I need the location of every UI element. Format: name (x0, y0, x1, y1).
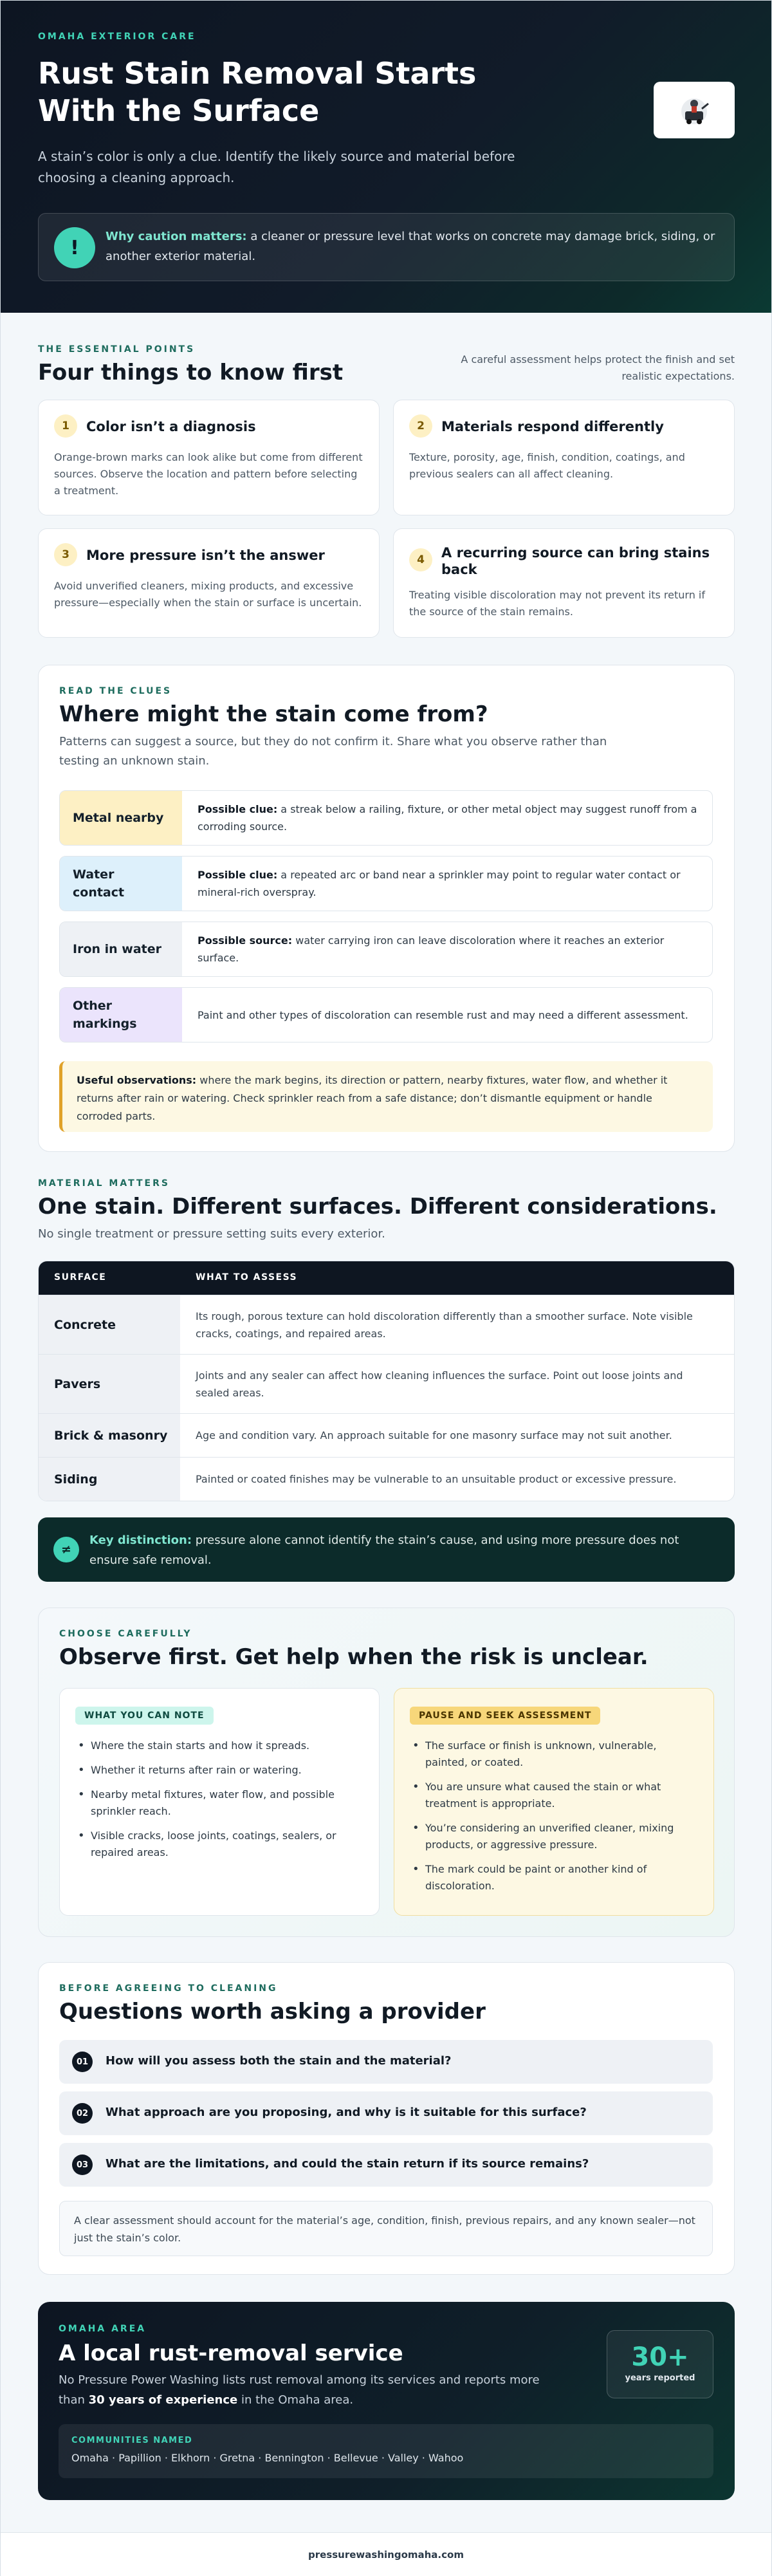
surface-name: Siding (39, 1458, 180, 1501)
key-text (89, 1530, 707, 1570)
caution-body: a cleaner or pressure level that works on concrete may damage brick, siding, or another exterior material. (106, 230, 715, 263)
years-badge (607, 2330, 713, 2398)
clue-text: water carrying iron can leave discoloration where it reaches an exterior surface. (198, 934, 665, 964)
years-label: years reported (625, 2373, 695, 2383)
clue-tag: Metal nearby (60, 791, 182, 845)
key-distinction (38, 1517, 735, 1582)
observe-title: Observe first. Get help when the risk is unclear. (59, 1644, 648, 1670)
card-number: 3 (54, 543, 77, 566)
communities-box (59, 2424, 713, 2478)
card-text: Avoid unverified cleaners, mixing products, and excessive pressure—especially when the stain or surface is uncertain. (54, 580, 362, 609)
local-text-bold: 30 years of experience (88, 2393, 238, 2407)
note-list (75, 1737, 363, 1861)
card-text: Texture, porosity, age, finish, condition, coatings, and previous sealers can all affect cleaning. (409, 451, 685, 480)
clue-tag: Iron in water (60, 922, 182, 976)
clue-text: a repeated arc or band near a sprinkler may point to regular water contact or mineral-rich overspray. (198, 869, 681, 898)
clue-bold: Possible clue: (198, 869, 278, 881)
clue-text: Paint and other types of discoloration can resemble rust and may need a different assessment. (198, 1008, 688, 1021)
local-eyebrow: OMAHA AREA (59, 2324, 147, 2334)
question-text: What are the limitations, and could the stain return if its source remains? (106, 2157, 589, 2171)
clue-row (59, 987, 713, 1042)
key-label: Key distinction: (89, 1534, 192, 1547)
local-title: A local rust-removal service (59, 2340, 403, 2366)
table-row (39, 1354, 734, 1413)
essential-card (393, 528, 735, 638)
card-title: More pressure isn’t the answer (86, 548, 325, 563)
question-text: What approach are you proposing, and why is it suitable for this surface? (106, 2106, 587, 2119)
pressure-washer-logo-icon (676, 92, 712, 128)
clue-row (59, 922, 713, 977)
surface-name: Concrete (39, 1295, 180, 1354)
caution-text (106, 227, 717, 266)
question-text: How will you assess both the stain and the material? (106, 2054, 452, 2068)
surface-assess: Joints and any sealer can affect how cleaning influences the surface. Point out loose joints and sealed areas. (196, 1369, 683, 1399)
question-number: 03 (72, 2154, 93, 2175)
card-number: 4 (409, 548, 432, 571)
local-text-c: in the Omaha area. (237, 2393, 354, 2407)
clue-desc (198, 857, 699, 911)
surface-assess: Age and condition vary. An approach suitable for one masonry surface may not suit another. (196, 1429, 672, 1441)
pause-pill: PAUSE AND SEEK ASSESSMENT (410, 1707, 600, 1725)
list-item: • You are unsure what caused the stain or what treatment is appropriate. (410, 1779, 698, 1812)
note-pill: WHAT YOU CAN NOTE (75, 1707, 214, 1725)
alert-icon: ! (54, 227, 95, 268)
clue-tag: Other markings (60, 988, 182, 1042)
card-title: Color isn’t a diagnosis (86, 419, 256, 434)
card-number: 1 (54, 414, 77, 438)
essentials-note: A careful assessment helps protect the finish and set realistic expectations. (461, 353, 735, 382)
essential-card (38, 528, 380, 638)
communities-label: COMMUNITIES NAMED (71, 2436, 193, 2445)
clue-bold: Possible source: (198, 934, 293, 947)
table-header (39, 1261, 734, 1295)
surface-name: Pavers (39, 1355, 180, 1413)
local-text (59, 2370, 547, 2410)
local-text-a: No Pressure Power Washing lists rust removal among its services and reports more than (59, 2373, 540, 2407)
company-logo[interactable] (654, 82, 735, 138)
list-item: • Where the stain starts and how it spreads. (75, 1737, 363, 1754)
note-box (59, 1688, 380, 1916)
essential-card (393, 400, 735, 515)
col-surface: SURFACE (54, 1272, 107, 1283)
surface-assess: Its rough, porous texture can hold discoloration differently than a smoother surface. Note visible cracks, coatings, and repaired areas. (196, 1310, 693, 1340)
caution-callout (38, 213, 735, 281)
questions-panel (38, 1962, 735, 2275)
essential-card (38, 400, 380, 515)
materials-sub: No single treatment or pressure setting suits every exterior. (38, 1227, 385, 1241)
clue-desc (198, 791, 699, 845)
key-body: pressure alone cannot identify the stain’s cause, and using more pressure does not ensure safe removal. (89, 1534, 679, 1567)
useful-label: Useful observations: (77, 1074, 197, 1086)
local-service (38, 2302, 735, 2500)
questions-note: A clear assessment should account for the material’s age, condition, finish, previous repairs, and any known sealer—not just the stain’s color. (59, 2201, 713, 2256)
communities-list: Omaha · Papillion · Elkhorn · Gretna · Bennington · Bellevue · Valley · Wahoo (71, 2452, 464, 2464)
clue-text: a streak below a railing, fixture, or other metal object may suggest runoff from a corroding source. (198, 803, 697, 833)
table-row (39, 1413, 734, 1457)
page-title: Rust Stain Removal Starts With the Surface (38, 56, 477, 128)
card-number: 2 (409, 414, 432, 438)
pause-list (410, 1737, 698, 1895)
list-item: • The mark could be paint or another kind of discoloration. (410, 1861, 698, 1895)
years-number: 30+ (631, 2342, 689, 2372)
list-item: • Visible cracks, loose joints, coatings, sealers, or repaired areas. (75, 1828, 363, 1861)
hero (1, 1, 771, 313)
list-item: • You’re considering an unverified cleaner, mixing products, or aggressive pressure. (410, 1820, 698, 1853)
question-row (59, 2143, 713, 2187)
clue-desc (198, 988, 699, 1042)
clue-row (59, 790, 713, 846)
col-assess: WHAT TO ASSESS (196, 1272, 298, 1283)
caution-label: Why caution matters: (106, 230, 247, 243)
question-number: 01 (72, 2052, 93, 2072)
materials-eyebrow: MATERIAL MATTERS (38, 1178, 170, 1189)
clue-desc (198, 922, 699, 976)
question-number: 02 (72, 2103, 93, 2124)
card-title: A recurring source can bring stains back (441, 545, 710, 577)
pause-box (394, 1688, 714, 1916)
questions-eyebrow: BEFORE AGREEING TO CLEANING (59, 1983, 278, 1994)
table-row (39, 1295, 734, 1354)
table-row (39, 1457, 734, 1501)
list-item: • Whether it returns after rain or watering. (75, 1762, 363, 1779)
card-text: Treating visible discoloration may not prevent its return if the source of the stain remains. (409, 589, 705, 618)
hero-intro: A stain’s color is only a clue. Identify the likely source and material before choosing a cleaning approach. (38, 149, 515, 185)
essentials-eyebrow: THE ESSENTIAL POINTS (38, 344, 196, 355)
footer-url[interactable]: pressurewashingomaha.com (1, 2532, 771, 2576)
materials-table (38, 1261, 735, 1501)
essentials-title: Four things to know first (38, 360, 344, 385)
useful-observations (59, 1061, 713, 1132)
surface-name: Brick & masonry (39, 1414, 180, 1457)
useful-text: where the mark begins, its direction or pattern, nearby fixtures, water flow, and whether it returns after rain or watering. Check sprinkler reach from a safe distance; don’t dismantle equipment or handle corroded parts. (77, 1074, 668, 1122)
questions-title: Questions worth asking a provider (59, 1999, 486, 2025)
clue-tag: Water contact (60, 857, 182, 911)
list-item: • Nearby metal fixtures, water flow, and possible sprinkler reach. (75, 1786, 363, 1820)
list-item: • The surface or finish is unknown, vulnerable, painted, or coated. (410, 1737, 698, 1771)
surface-assess: Painted or coated finishes may be vulnerable to an unsuitable product or excessive pressure. (196, 1473, 677, 1485)
clues-title: Where might the stain come from? (59, 701, 488, 727)
card-text: Orange-brown marks can look alike but come from different sources. Observe the location and pattern before selecting a treatment. (54, 451, 363, 497)
card-title: Materials respond differently (441, 419, 664, 434)
question-row (59, 2040, 713, 2084)
clues-sub: Patterns can suggest a source, but they do not confirm it. Share what you observe rather than testing an unknown stain. (59, 735, 607, 768)
question-row (59, 2091, 713, 2135)
observe-eyebrow: CHOOSE CAREFULLY (59, 1629, 192, 1639)
hero-eyebrow: OMAHA EXTERIOR CARE (38, 32, 196, 42)
not-equal-icon: ≠ (53, 1537, 79, 1562)
clues-panel (38, 665, 735, 1152)
clues-eyebrow: READ THE CLUES (59, 686, 172, 696)
clue-bold: Possible clue: (198, 803, 278, 815)
materials-title: One stain. Different surfaces. Different considerations. (38, 1194, 717, 1219)
observe-panel (38, 1608, 735, 1937)
clue-row (59, 856, 713, 911)
